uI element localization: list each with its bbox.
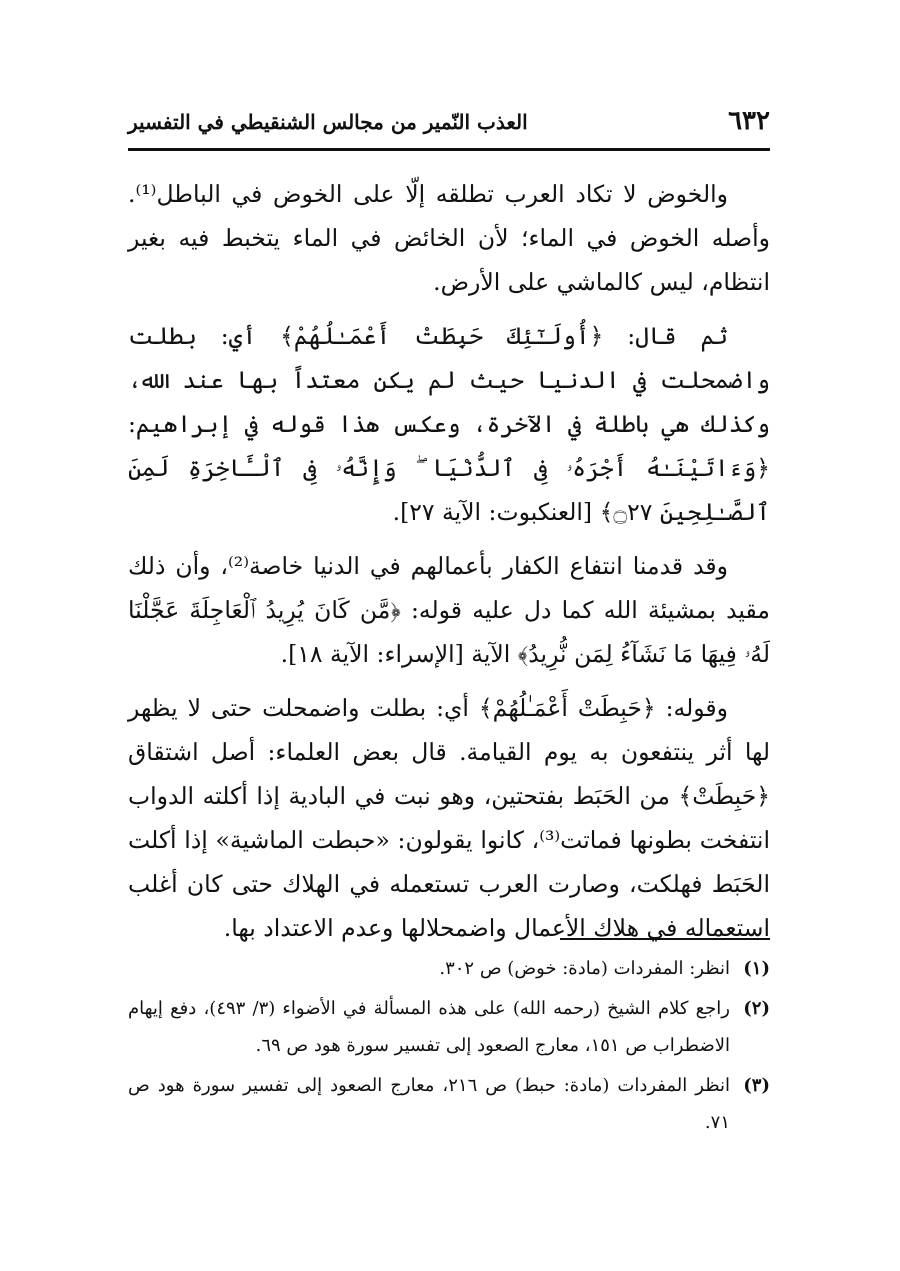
footnotes [128,950,770,1144]
footnote-text: راجع كلام الشيخ (رحمه الله) على هذه المسألة في الأضواء (٣/ ٤٩٣)، دفع إيهام الاضطراب ص ١٥١، معارج الصعود إلى تفسير سورة هود ص ٦٩. [128,998,730,1056]
paragraph: وقوله: ﴿حَبِطَتْ أَعْمَـٰلُهُمْ﴾ أي: بطلت واضمحلت حتى لا يظهر لها أثر ينتفعون به يوم القيامة. قال بعض العلماء: أصل اشتقاق ﴿حَبِطَتْ﴾ من الحَبَط بفتحتين، وهو نبت في البادية إذا أكلته الدواب انتفخت بطونها فماتت⁽³⁾، كانوا يقولون: «حبطت الماشية» إذا أكلت الحَبَط فهلكت، وصارت العرب تستعمله في الهلاك حتى كان أغلب استعماله في هلاك الأعمال واضمحلالها وعدم الاعتداد بها. [128,694,770,942]
page-header [128,104,770,144]
footnote [128,950,770,987]
running-title: العذب النّمير من مجالس الشنقيطي في التفسير [128,110,528,134]
footnote-text: انظر المفردات (مادة: حبط) ص ٢١٦، معارج الصعود إلى تفسير سورة هود ص ٧١. [128,1075,731,1133]
main-text [128,172,770,960]
footnote-number: (٣) [743,1075,770,1096]
footnote [128,990,770,1064]
footnote-number: (٢) [743,998,770,1019]
paragraph: والخوض لا تكاد العرب تطلقه إلّا على الخوض في الباطل⁽¹⁾. وأصله الخوض في الماء؛ لأن الخائض في الماء يتخبط فيه بغير انتظام، ليس كالماشي على الأرض. [128,180,770,296]
footnote-separator [560,938,770,940]
paragraph: وقد قدمنا انتفاع الكفار بأعمالهم في الدنيا خاصة⁽²⁾، وأن ذلك مقيد بمشيئة الله كما دل عليه قوله: ﴿مَّن كَانَ يُرِيدُ ٱلْعَاجِلَةَ عَجَّلْنَا لَهُۥ فِيهَا مَا نَشَآءُ لِمَن نُّرِيدُ﴾ الآية [الإسراء: الآية ١٨]. [128,552,770,668]
header-rule [128,148,770,151]
page-number: ٦٣٢ [728,106,770,136]
footnote-number: (١) [743,958,770,979]
paragraph: ثم قال: ﴿أُولَـٰٓئِكَ حَبِطَتْ أَعْمَـٰلُهُمْ﴾ أي: بطلت واضمحلت في الدنيا حيث لم يكن معتداً بها عند الله، وكذلك هي باطلة في الآخرة، وعكس هذا قوله في إبراهيم: ﴿وَءَاتَيْنَـٰهُ أَجْرَهُۥ فِى ٱلدُّنْيَا ۖ وَإِنَّهُۥ فِى ٱلْـَٔاخِرَةِ لَمِنَ ٱلصَّـٰلِحِينَ ۝٢٧﴾ [العنكبوت: الآية ٢٧]. [128,322,770,526]
footnote [128,1067,770,1141]
footnote-text: انظر: المفردات (مادة: خوض) ص ٣٠٢. [439,958,730,979]
